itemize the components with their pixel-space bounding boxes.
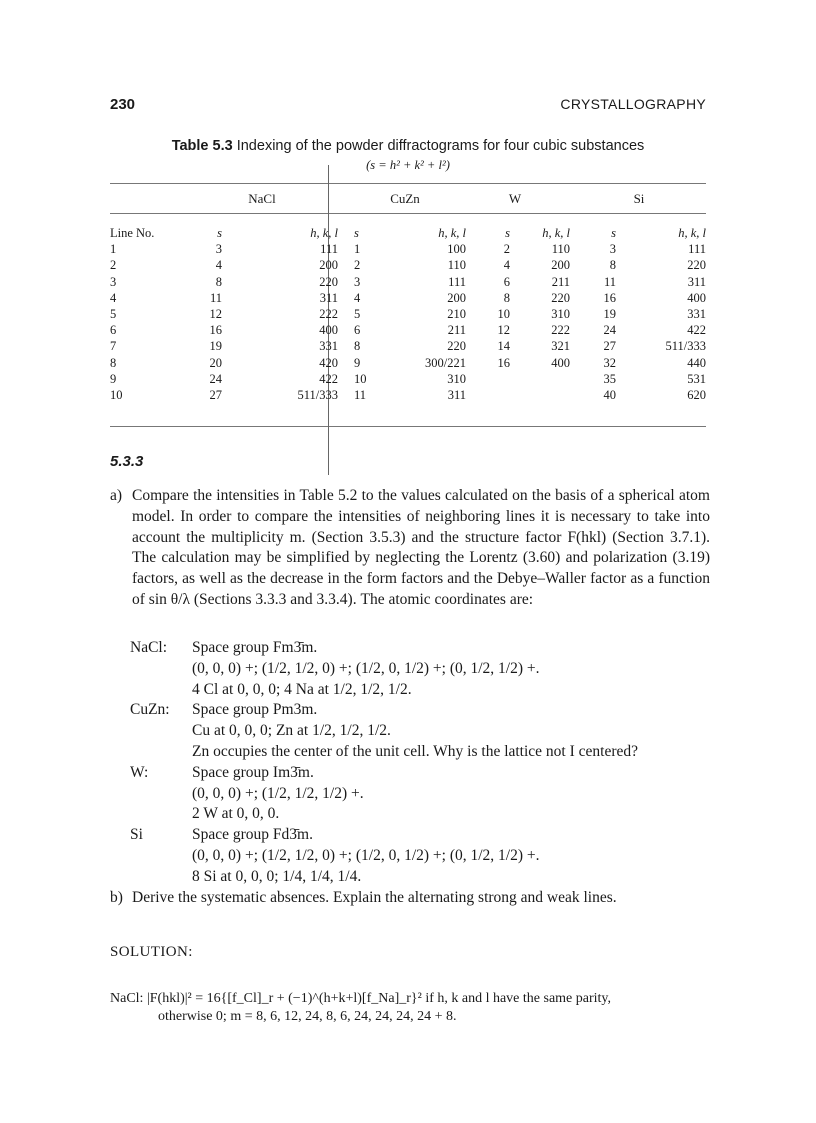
table-cell: 2	[503, 242, 510, 257]
col-header-s: s	[217, 226, 222, 240]
col-header-s: s	[505, 226, 510, 240]
list-item	[110, 825, 710, 846]
table-cell: 420	[319, 355, 338, 370]
substance-line: Space group Fd3̄m.	[192, 826, 313, 844]
list-item	[110, 846, 710, 867]
table-cell: 422	[687, 323, 706, 338]
table-cell: 200	[551, 258, 570, 273]
table-row	[110, 322, 706, 338]
table-cell: 511/333	[665, 339, 706, 354]
table-cell: 19	[603, 307, 616, 322]
table-cell: 40	[603, 388, 616, 403]
list-item	[110, 867, 710, 888]
table-row	[110, 241, 706, 257]
substance-line: 2 W at 0, 0, 0.	[192, 805, 280, 823]
exercise-item-a	[110, 486, 710, 611]
group-header-w: W	[508, 191, 522, 206]
running-title: CRYSTALLOGRAPHY	[560, 96, 706, 112]
table-cell: 3	[609, 242, 616, 257]
table-cell: 222	[319, 307, 338, 322]
table-cell	[518, 387, 576, 403]
table-cell: 9	[110, 371, 117, 386]
list-item	[110, 763, 710, 784]
table-cell: 100	[447, 242, 466, 257]
table-cell: 24	[209, 371, 222, 386]
table-cell: 8	[110, 355, 117, 370]
table-cell: 311	[687, 274, 706, 289]
page-header	[110, 96, 706, 118]
col-header-hkl: h, k, l	[310, 226, 338, 240]
col-header-s: s	[611, 226, 616, 240]
table-cell: 4	[354, 290, 361, 305]
table-cell: 5	[110, 307, 117, 322]
table-cell: 24	[603, 323, 616, 338]
table-cell: 3	[354, 274, 361, 289]
list-item	[110, 659, 710, 680]
table-cell: 310	[551, 307, 570, 322]
substance-line: 8 Si at 0, 0, 0; 1/4, 1/4, 1/4.	[192, 867, 362, 885]
col-header-hkl: h, k, l	[542, 226, 570, 240]
table-cell: 311	[447, 388, 466, 403]
table-cell: 210	[447, 307, 466, 322]
substance-line: Space group Fm3̄m.	[192, 639, 318, 656]
table-cell: 10	[110, 388, 123, 403]
table-cell: 620	[687, 388, 706, 403]
table-cell: 211	[447, 323, 466, 338]
table-row	[110, 274, 706, 290]
table-cell: 310	[447, 371, 466, 386]
table-cell: 400	[687, 290, 706, 305]
item-b-letter: b)	[110, 889, 123, 906]
table-cell: 14	[497, 339, 510, 354]
table-row	[110, 306, 706, 322]
table-cell: 20	[209, 355, 222, 370]
group-header-nacl: NaCl	[248, 191, 276, 206]
substance-line: Zn occupies the center of the unit cell. Why is the lattice not I centered?	[192, 742, 639, 760]
table-row	[110, 290, 706, 306]
table-cell: 11	[603, 274, 616, 289]
table-row	[110, 338, 706, 354]
table-cell: 10	[497, 307, 510, 322]
table-caption-text: Indexing of the powder diffractograms for four cubic substances	[236, 138, 645, 154]
indexing-table	[110, 225, 706, 403]
solution-line: NaCl: |F(hkl)|² = 16{[f_Cl]_r + (−1)^(h+k+l)[f_Na]_r}² if h, k and l have the same parity,	[110, 991, 612, 1006]
list-item	[110, 742, 710, 763]
table-header-row	[110, 225, 706, 241]
table-cell: 1	[110, 242, 117, 257]
table-cell: 2	[354, 258, 361, 273]
table-cell: 4	[215, 258, 222, 273]
table-cell: 32	[603, 355, 616, 370]
table-caption-label: Table 5.3	[171, 138, 233, 154]
substance-label: W:	[130, 763, 149, 781]
table-cell: 222	[551, 323, 570, 338]
table-row	[110, 371, 706, 387]
item-b-text: Derive the systematic absences. Explain the alternating strong and weak lines.	[132, 889, 617, 906]
group-header-si: Si	[633, 191, 645, 206]
table-cell: 220	[319, 274, 338, 289]
table-cell	[468, 371, 518, 387]
table-cell: 220	[687, 258, 706, 273]
substance-line: (0, 0, 0) +; (1/2, 1/2, 1/2) +.	[192, 784, 364, 802]
substance-line: Cu at 0, 0, 0; Zn at 1/2, 1/2, 1/2.	[192, 722, 391, 740]
table-cell: 16	[497, 355, 510, 370]
item-a-letter: a)	[110, 487, 123, 504]
list-item	[110, 700, 710, 721]
solution-line: otherwise 0; m = 8, 6, 12, 24, 8, 6, 24, 24, 24, 24 + 8.	[158, 1009, 457, 1024]
table-cell: 440	[687, 355, 706, 370]
table-cell	[468, 387, 518, 403]
table-row	[110, 355, 706, 371]
solution-text	[110, 990, 710, 1026]
table-cell: 220	[551, 290, 570, 305]
table-group-rule	[110, 213, 706, 214]
table-cell: 35	[603, 371, 616, 386]
solution-heading: SOLUTION:	[110, 944, 193, 960]
table-cell: 200	[319, 258, 338, 273]
table-cell: 16	[603, 290, 616, 305]
substance-label: CuZn:	[130, 701, 170, 719]
table-cell: 6	[354, 323, 361, 338]
exercise-item-b	[110, 888, 710, 909]
table-cell: 331	[687, 307, 706, 322]
table-cell: 400	[551, 355, 570, 370]
page-number: 230	[110, 96, 136, 113]
item-a-text: Compare the intensities in Table 5.2 to the values calculated on the basis of a spherical atom model. In order to compare the intensities of neighboring lines it is necessary to take into account the multiplicity m. (Section 3.5.3) and the structure factor F(hkl) (Section 3.7.1). The calculation may be simplified by neglecting the Lorentz (3.60) and polarization (3.19) factors, as well as the decrease in the form factors and the Debye–Waller factor as a function of sin θ/λ (Sections 3.3.3 and 3.3.4). The atomic coordinates are:	[132, 487, 710, 608]
substance-label: NaCl:	[130, 639, 168, 656]
table-cell: 110	[551, 242, 570, 257]
substance-line: Space group Im3̄m.	[192, 763, 314, 781]
table-caption-formula: (s = h² + k² + l²)	[366, 158, 450, 172]
col-header-hkl: h, k, l	[438, 226, 466, 240]
table-cell: 9	[354, 355, 361, 370]
col-header-hkl: h, k, l	[678, 226, 706, 240]
list-item	[110, 721, 710, 742]
table-cell: 11	[209, 290, 222, 305]
table-cell: 27	[209, 388, 222, 403]
table-cell: 331	[319, 339, 338, 354]
substance-line: Space group Pm3m.	[192, 701, 318, 719]
group-header-cuzn: CuZn	[390, 191, 420, 206]
table-row	[110, 257, 706, 273]
col-header-line-no: Line No.	[110, 226, 155, 240]
table-cell: 27	[603, 339, 616, 354]
table-cell: 200	[447, 290, 466, 305]
table-cell: 110	[447, 258, 466, 273]
table-cell	[518, 371, 576, 387]
table-cell: 6	[110, 323, 117, 338]
table-cell: 531	[687, 371, 706, 386]
substance-label: Si	[130, 826, 143, 844]
table-cell: 211	[551, 274, 570, 289]
table-cell: 3	[110, 274, 117, 289]
table-cell: 300/221	[425, 355, 466, 370]
table-cell: 311	[319, 290, 338, 305]
table-cell: 5	[354, 307, 361, 322]
table-cell: 11	[354, 388, 367, 403]
table-cell: 1	[354, 242, 361, 257]
atomic-coordinates	[110, 638, 710, 888]
table-cell: 10	[354, 371, 367, 386]
list-item	[110, 680, 710, 701]
table-cell: 8	[609, 258, 616, 273]
col-header-s: s	[354, 226, 359, 240]
table-cell: 7	[110, 339, 117, 354]
table-cell: 400	[319, 323, 338, 338]
table-cell: 6	[503, 274, 510, 289]
table-cell: 4	[110, 290, 117, 305]
table-cell: 3	[215, 242, 222, 257]
list-item	[110, 638, 710, 659]
table-cell: 8	[354, 339, 361, 354]
table-cell: 8	[215, 274, 222, 289]
table-cell: 8	[503, 290, 510, 305]
table-cell: 511/333	[297, 388, 338, 403]
table-cell: 422	[319, 371, 338, 386]
section-number: 5.3.3	[110, 453, 144, 470]
table-row	[110, 387, 706, 403]
table-cell: 111	[448, 274, 466, 289]
list-item	[110, 784, 710, 805]
table-cell: 321	[551, 339, 570, 354]
substance-line: (0, 0, 0) +; (1/2, 1/2, 0) +; (1/2, 0, 1/2) +; (0, 1/2, 1/2) +.	[192, 659, 540, 677]
table-bottom-rule	[110, 426, 706, 427]
table-cell: 16	[209, 323, 222, 338]
table-cell: 12	[209, 307, 222, 322]
substance-line: 4 Cl at 0, 0, 0; 4 Na at 1/2, 1/2, 1/2.	[192, 680, 412, 698]
substance-line: (0, 0, 0) +; (1/2, 1/2, 0) +; (1/2, 0, 1/2) +; (0, 1/2, 1/2) +.	[192, 846, 540, 864]
table-caption	[110, 138, 706, 154]
table-cell: 4	[503, 258, 510, 273]
table-cell: 19	[209, 339, 222, 354]
table-cell: 2	[110, 258, 117, 273]
list-item	[110, 804, 710, 825]
table-cell: 220	[447, 339, 466, 354]
table-cell: 111	[320, 242, 338, 257]
table-cell: 12	[497, 323, 510, 338]
table-top-rule	[110, 183, 706, 184]
table-cell: 111	[688, 242, 706, 257]
